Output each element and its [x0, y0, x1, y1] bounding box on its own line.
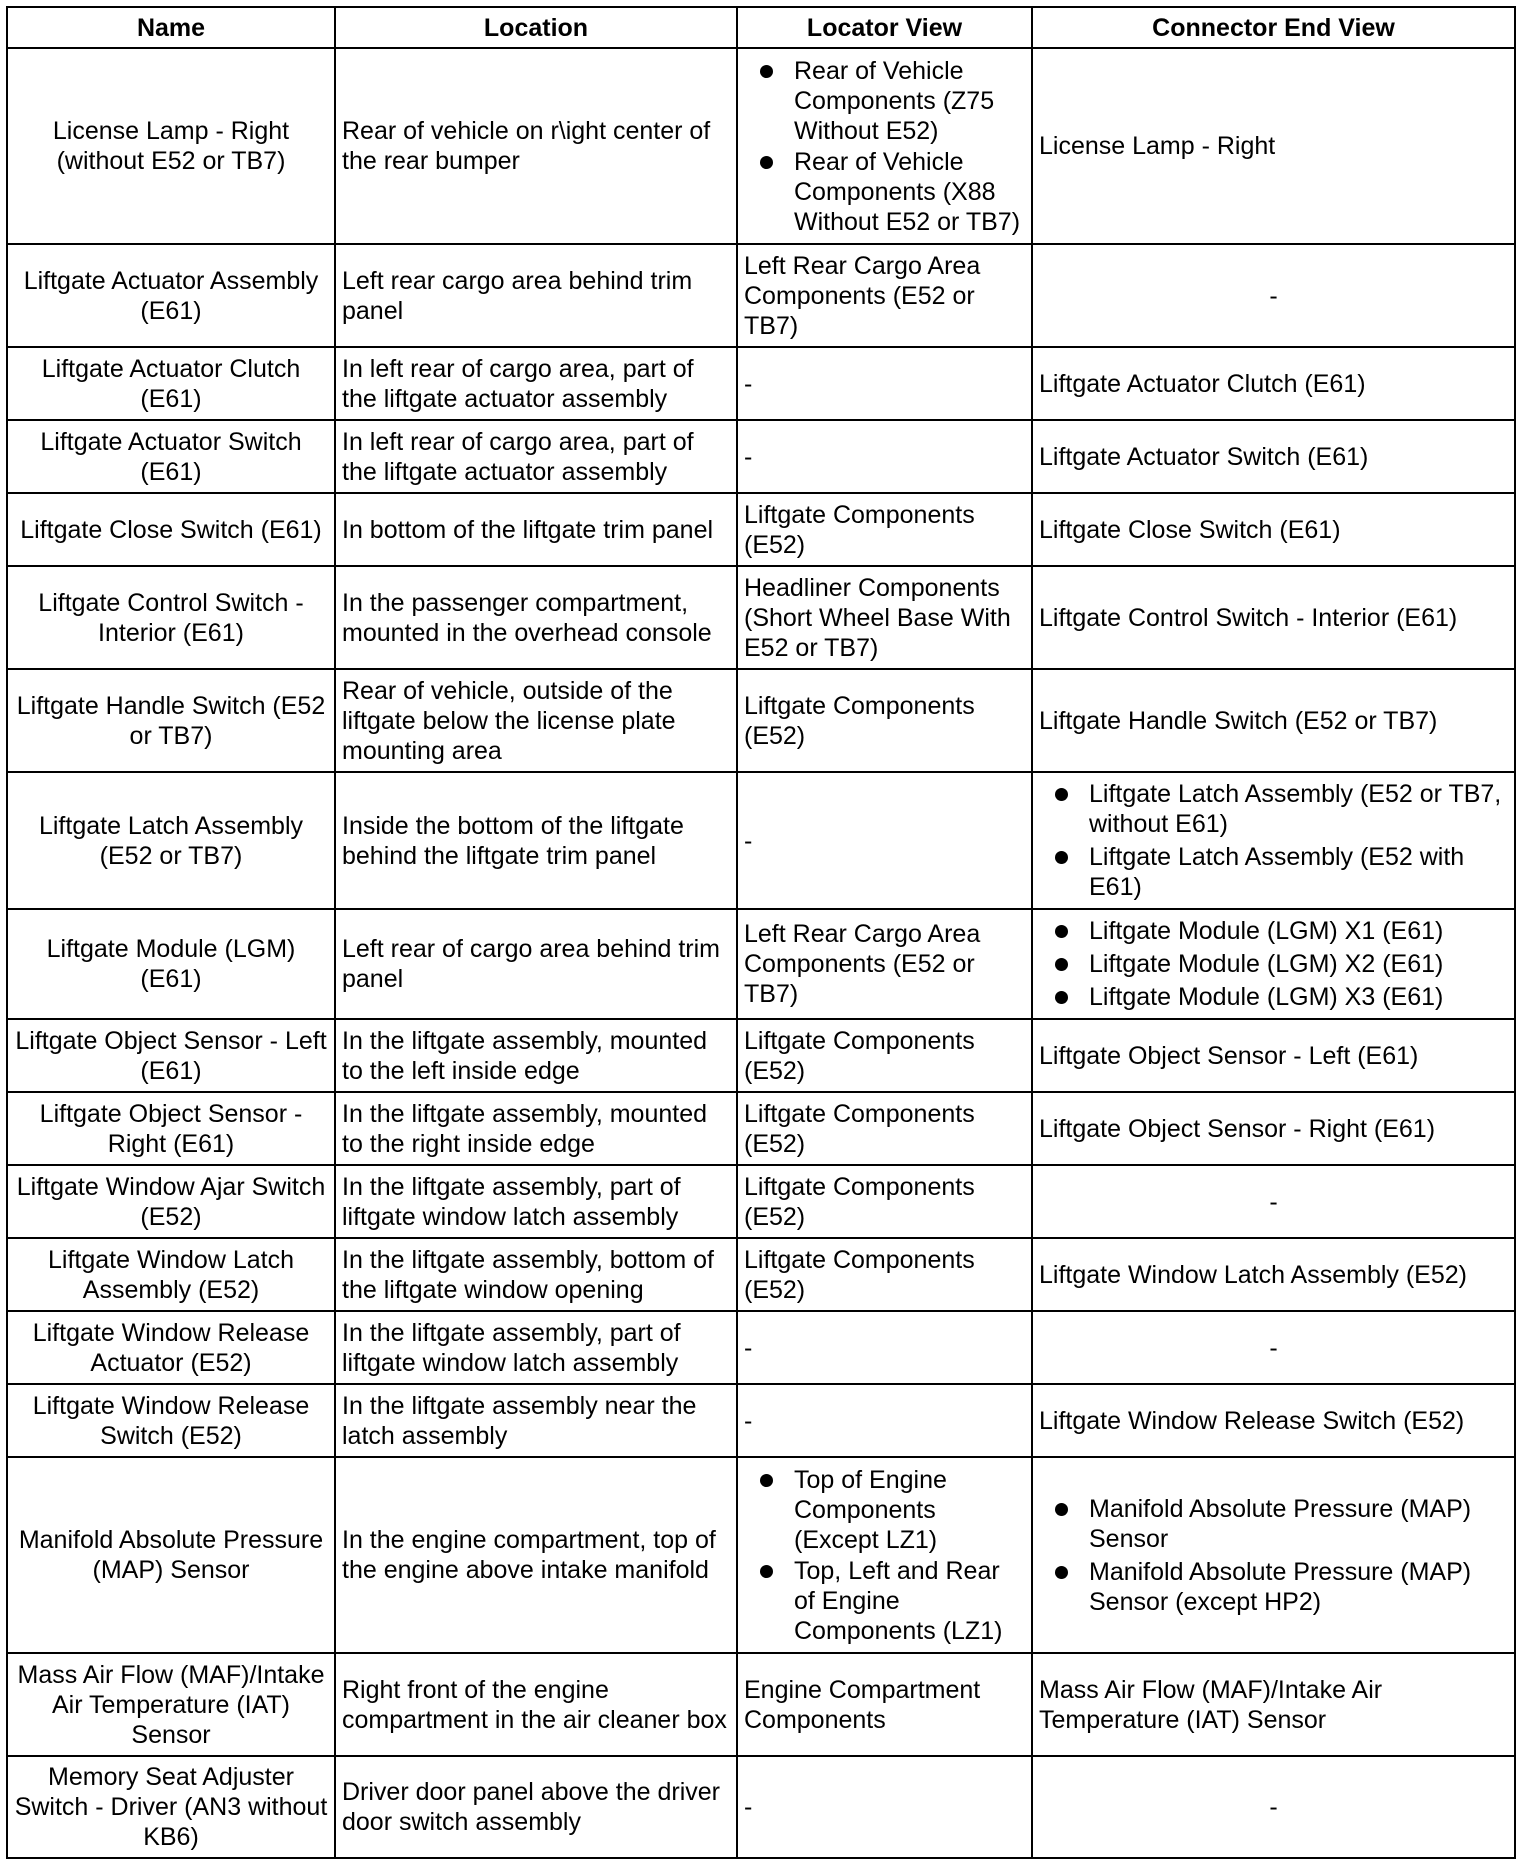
table-row	[7, 1019, 1515, 1092]
cell-name: Memory Seat Adjuster Switch - Driver (AN3 without KB6)	[7, 1756, 335, 1858]
cell-name: Liftgate Control Switch - Interior (E61)	[7, 566, 335, 669]
list-item	[744, 1465, 1025, 1555]
cell-locator-view[interactable]: Left Rear Cargo Area Components (E52 or TB7)	[737, 909, 1032, 1019]
bullet-icon	[760, 156, 773, 169]
cell-location: In left rear of cargo area, part of the liftgate actuator assembly	[335, 420, 737, 493]
cell-name: Liftgate Actuator Switch (E61)	[7, 420, 335, 493]
list-item	[744, 147, 1025, 237]
cell-connector-end-view: -	[1032, 1756, 1515, 1858]
table-row	[7, 1653, 1515, 1756]
connector-view-link[interactable]: Liftgate Latch Assembly (E52 or TB7, without E61)	[1089, 780, 1502, 838]
cell-locator-view: -	[737, 1311, 1032, 1384]
table-row	[7, 48, 1515, 244]
cell-name: Liftgate Window Ajar Switch (E52)	[7, 1165, 335, 1238]
header-row	[7, 7, 1515, 48]
cell-location: Rear of vehicle on r\ight center of the rear bumper	[335, 48, 737, 244]
cell-locator-view: -	[737, 1384, 1032, 1457]
list-item	[744, 56, 1025, 146]
cell-locator-view: -	[737, 347, 1032, 420]
cell-location: Right front of the engine compartment in the air cleaner box	[335, 1653, 737, 1756]
cell-connector-end-view[interactable]: Liftgate Window Release Switch (E52)	[1032, 1384, 1515, 1457]
cell-location: In the liftgate assembly, part of liftgate window latch assembly	[335, 1165, 737, 1238]
cell-name: Liftgate Module (LGM) (E61)	[7, 909, 335, 1019]
cell-name: Liftgate Handle Switch (E52 or TB7)	[7, 669, 335, 772]
cell-locator-view: -	[737, 420, 1032, 493]
cell-location: In the liftgate assembly, part of liftgate window latch assembly	[335, 1311, 737, 1384]
cell-name: Mass Air Flow (MAF)/Intake Air Temperature (IAT) Sensor	[7, 1653, 335, 1756]
cell-locator-view[interactable]: Engine Compartment Components	[737, 1653, 1032, 1756]
cell-locator-view: -	[737, 1756, 1032, 1858]
connector-view-list	[1039, 916, 1508, 1012]
locator-view-link[interactable]: Top of Engine Components (Except LZ1)	[794, 1465, 947, 1554]
bullet-icon	[1055, 958, 1068, 971]
cell-connector-end-view	[1032, 772, 1515, 909]
cell-name: Liftgate Actuator Clutch (E61)	[7, 347, 335, 420]
cell-connector-end-view[interactable]: Liftgate Object Sensor - Left (E61)	[1032, 1019, 1515, 1092]
bullet-icon	[1055, 991, 1068, 1004]
list-item	[1039, 779, 1508, 839]
header-name: Name	[7, 7, 335, 48]
cell-locator-view[interactable]: Liftgate Components (E52)	[737, 493, 1032, 566]
cell-name: Liftgate Window Release Actuator (E52)	[7, 1311, 335, 1384]
cell-connector-end-view[interactable]: Mass Air Flow (MAF)/Intake Air Temperature (IAT) Sensor	[1032, 1653, 1515, 1756]
cell-location: Rear of vehicle, outside of the liftgate below the license plate mounting area	[335, 669, 737, 772]
cell-name: Liftgate Window Latch Assembly (E52)	[7, 1238, 335, 1311]
bullet-icon	[1055, 1503, 1068, 1516]
table-row	[7, 493, 1515, 566]
cell-connector-end-view[interactable]: Liftgate Object Sensor - Right (E61)	[1032, 1092, 1515, 1165]
connector-view-link[interactable]: Manifold Absolute Pressure (MAP) Sensor (except HP2)	[1089, 1557, 1472, 1616]
table-row	[7, 1756, 1515, 1858]
table-row	[7, 1384, 1515, 1457]
cell-location: Left rear cargo area behind trim panel	[335, 244, 737, 347]
table-row	[7, 1311, 1515, 1384]
cell-location: Driver door panel above the driver door switch assembly	[335, 1756, 737, 1858]
cell-name: Liftgate Window Release Switch (E52)	[7, 1384, 335, 1457]
locator-view-link[interactable]: Rear of Vehicle Components (X88 Without E52 or TB7)	[794, 147, 1021, 236]
component-locator-table	[6, 6, 1516, 1859]
cell-location: Inside the bottom of the liftgate behind the liftgate trim panel	[335, 772, 737, 909]
cell-connector-end-view[interactable]: Liftgate Control Switch - Interior (E61)	[1032, 566, 1515, 669]
table-row	[7, 909, 1515, 1019]
cell-locator-view[interactable]: Liftgate Components (E52)	[737, 1165, 1032, 1238]
cell-locator-view	[737, 48, 1032, 244]
table-row	[7, 347, 1515, 420]
cell-name: Liftgate Latch Assembly (E52 or TB7)	[7, 772, 335, 909]
cell-locator-view: -	[737, 772, 1032, 909]
cell-name: Liftgate Close Switch (E61)	[7, 493, 335, 566]
connector-view-link[interactable]: Manifold Absolute Pressure (MAP) Sensor	[1089, 1494, 1472, 1553]
table-row	[7, 566, 1515, 669]
cell-locator-view[interactable]: Liftgate Components (E52)	[737, 1019, 1032, 1092]
bullet-icon	[1055, 1566, 1068, 1579]
list-item	[1039, 1557, 1508, 1617]
cell-locator-view[interactable]: Liftgate Components (E52)	[737, 1092, 1032, 1165]
header-location: Location	[335, 7, 737, 48]
cell-connector-end-view	[1032, 909, 1515, 1019]
bullet-icon	[760, 65, 773, 78]
cell-connector-end-view: -	[1032, 1311, 1515, 1384]
cell-locator-view[interactable]: Headliner Components (Short Wheel Base With E52 or TB7)	[737, 566, 1032, 669]
connector-view-link[interactable]: Liftgate Module (LGM) X1 (E61)	[1089, 917, 1444, 945]
list-item	[1039, 1494, 1508, 1554]
cell-connector-end-view[interactable]: Liftgate Close Switch (E61)	[1032, 493, 1515, 566]
connector-view-list	[1039, 1494, 1508, 1617]
cell-connector-end-view[interactable]: License Lamp - Right	[1032, 48, 1515, 244]
cell-name: Liftgate Actuator Assembly (E61)	[7, 244, 335, 347]
cell-name: License Lamp - Right (without E52 or TB7)	[7, 48, 335, 244]
header-locator-view: Locator View	[737, 7, 1032, 48]
list-item	[1039, 916, 1508, 946]
bullet-icon	[1055, 925, 1068, 938]
bullet-icon	[760, 1565, 773, 1578]
cell-locator-view[interactable]: Liftgate Components (E52)	[737, 669, 1032, 772]
connector-view-link[interactable]: Liftgate Module (LGM) X2 (E61)	[1089, 950, 1444, 978]
cell-location: In left rear of cargo area, part of the liftgate actuator assembly	[335, 347, 737, 420]
bullet-icon	[1055, 851, 1068, 864]
list-item	[744, 1556, 1025, 1646]
table-row	[7, 244, 1515, 347]
connector-view-link[interactable]: Liftgate Latch Assembly (E52 with E61)	[1089, 843, 1465, 901]
list-item	[1039, 949, 1508, 979]
cell-locator-view[interactable]: Left Rear Cargo Area Components (E52 or TB7)	[737, 244, 1032, 347]
table-row	[7, 772, 1515, 909]
bullet-icon	[1055, 788, 1068, 801]
list-item	[1039, 982, 1508, 1012]
component-locator-table-wrapper	[6, 6, 1514, 1859]
table-row	[7, 669, 1515, 772]
cell-connector-end-view[interactable]: Liftgate Window Latch Assembly (E52)	[1032, 1238, 1515, 1311]
cell-location: In the engine compartment, top of the engine above intake manifold	[335, 1457, 737, 1653]
cell-location: In the liftgate assembly, mounted to the right inside edge	[335, 1092, 737, 1165]
table-row	[7, 1457, 1515, 1653]
cell-locator-view	[737, 1457, 1032, 1653]
cell-locator-view[interactable]: Liftgate Components (E52)	[737, 1238, 1032, 1311]
cell-connector-end-view: -	[1032, 244, 1515, 347]
connector-view-link[interactable]: Liftgate Module (LGM) X3 (E61)	[1089, 983, 1444, 1011]
locator-view-link[interactable]: Top, Left and Rear of Engine Components (LZ1)	[794, 1556, 1003, 1645]
table-row	[7, 1238, 1515, 1311]
list-item	[1039, 842, 1508, 902]
cell-location: In the liftgate assembly, mounted to the left inside edge	[335, 1019, 737, 1092]
cell-location: In the liftgate assembly, bottom of the liftgate window opening	[335, 1238, 737, 1311]
cell-location: In bottom of the liftgate trim panel	[335, 493, 737, 566]
locator-view-link[interactable]: Rear of Vehicle Components (Z75 Without E52)	[794, 56, 995, 145]
cell-connector-end-view[interactable]: Liftgate Actuator Clutch (E61)	[1032, 347, 1515, 420]
bullet-icon	[760, 1474, 773, 1487]
cell-name: Liftgate Object Sensor - Right (E61)	[7, 1092, 335, 1165]
cell-connector-end-view	[1032, 1457, 1515, 1653]
cell-location: In the passenger compartment, mounted in the overhead console	[335, 566, 737, 669]
locator-view-list	[744, 56, 1025, 237]
header-connector-end-view: Connector End View	[1032, 7, 1515, 48]
cell-connector-end-view: -	[1032, 1165, 1515, 1238]
table-row	[7, 1165, 1515, 1238]
cell-connector-end-view[interactable]: Liftgate Handle Switch (E52 or TB7)	[1032, 669, 1515, 772]
locator-view-list	[744, 1465, 1025, 1646]
connector-view-list	[1039, 779, 1508, 902]
cell-location: Left rear of cargo area behind trim panel	[335, 909, 737, 1019]
cell-connector-end-view[interactable]: Liftgate Actuator Switch (E61)	[1032, 420, 1515, 493]
cell-name: Liftgate Object Sensor - Left (E61)	[7, 1019, 335, 1092]
cell-location: In the liftgate assembly near the latch assembly	[335, 1384, 737, 1457]
table-row	[7, 1092, 1515, 1165]
cell-name: Manifold Absolute Pressure (MAP) Sensor	[7, 1457, 335, 1653]
table-row	[7, 420, 1515, 493]
